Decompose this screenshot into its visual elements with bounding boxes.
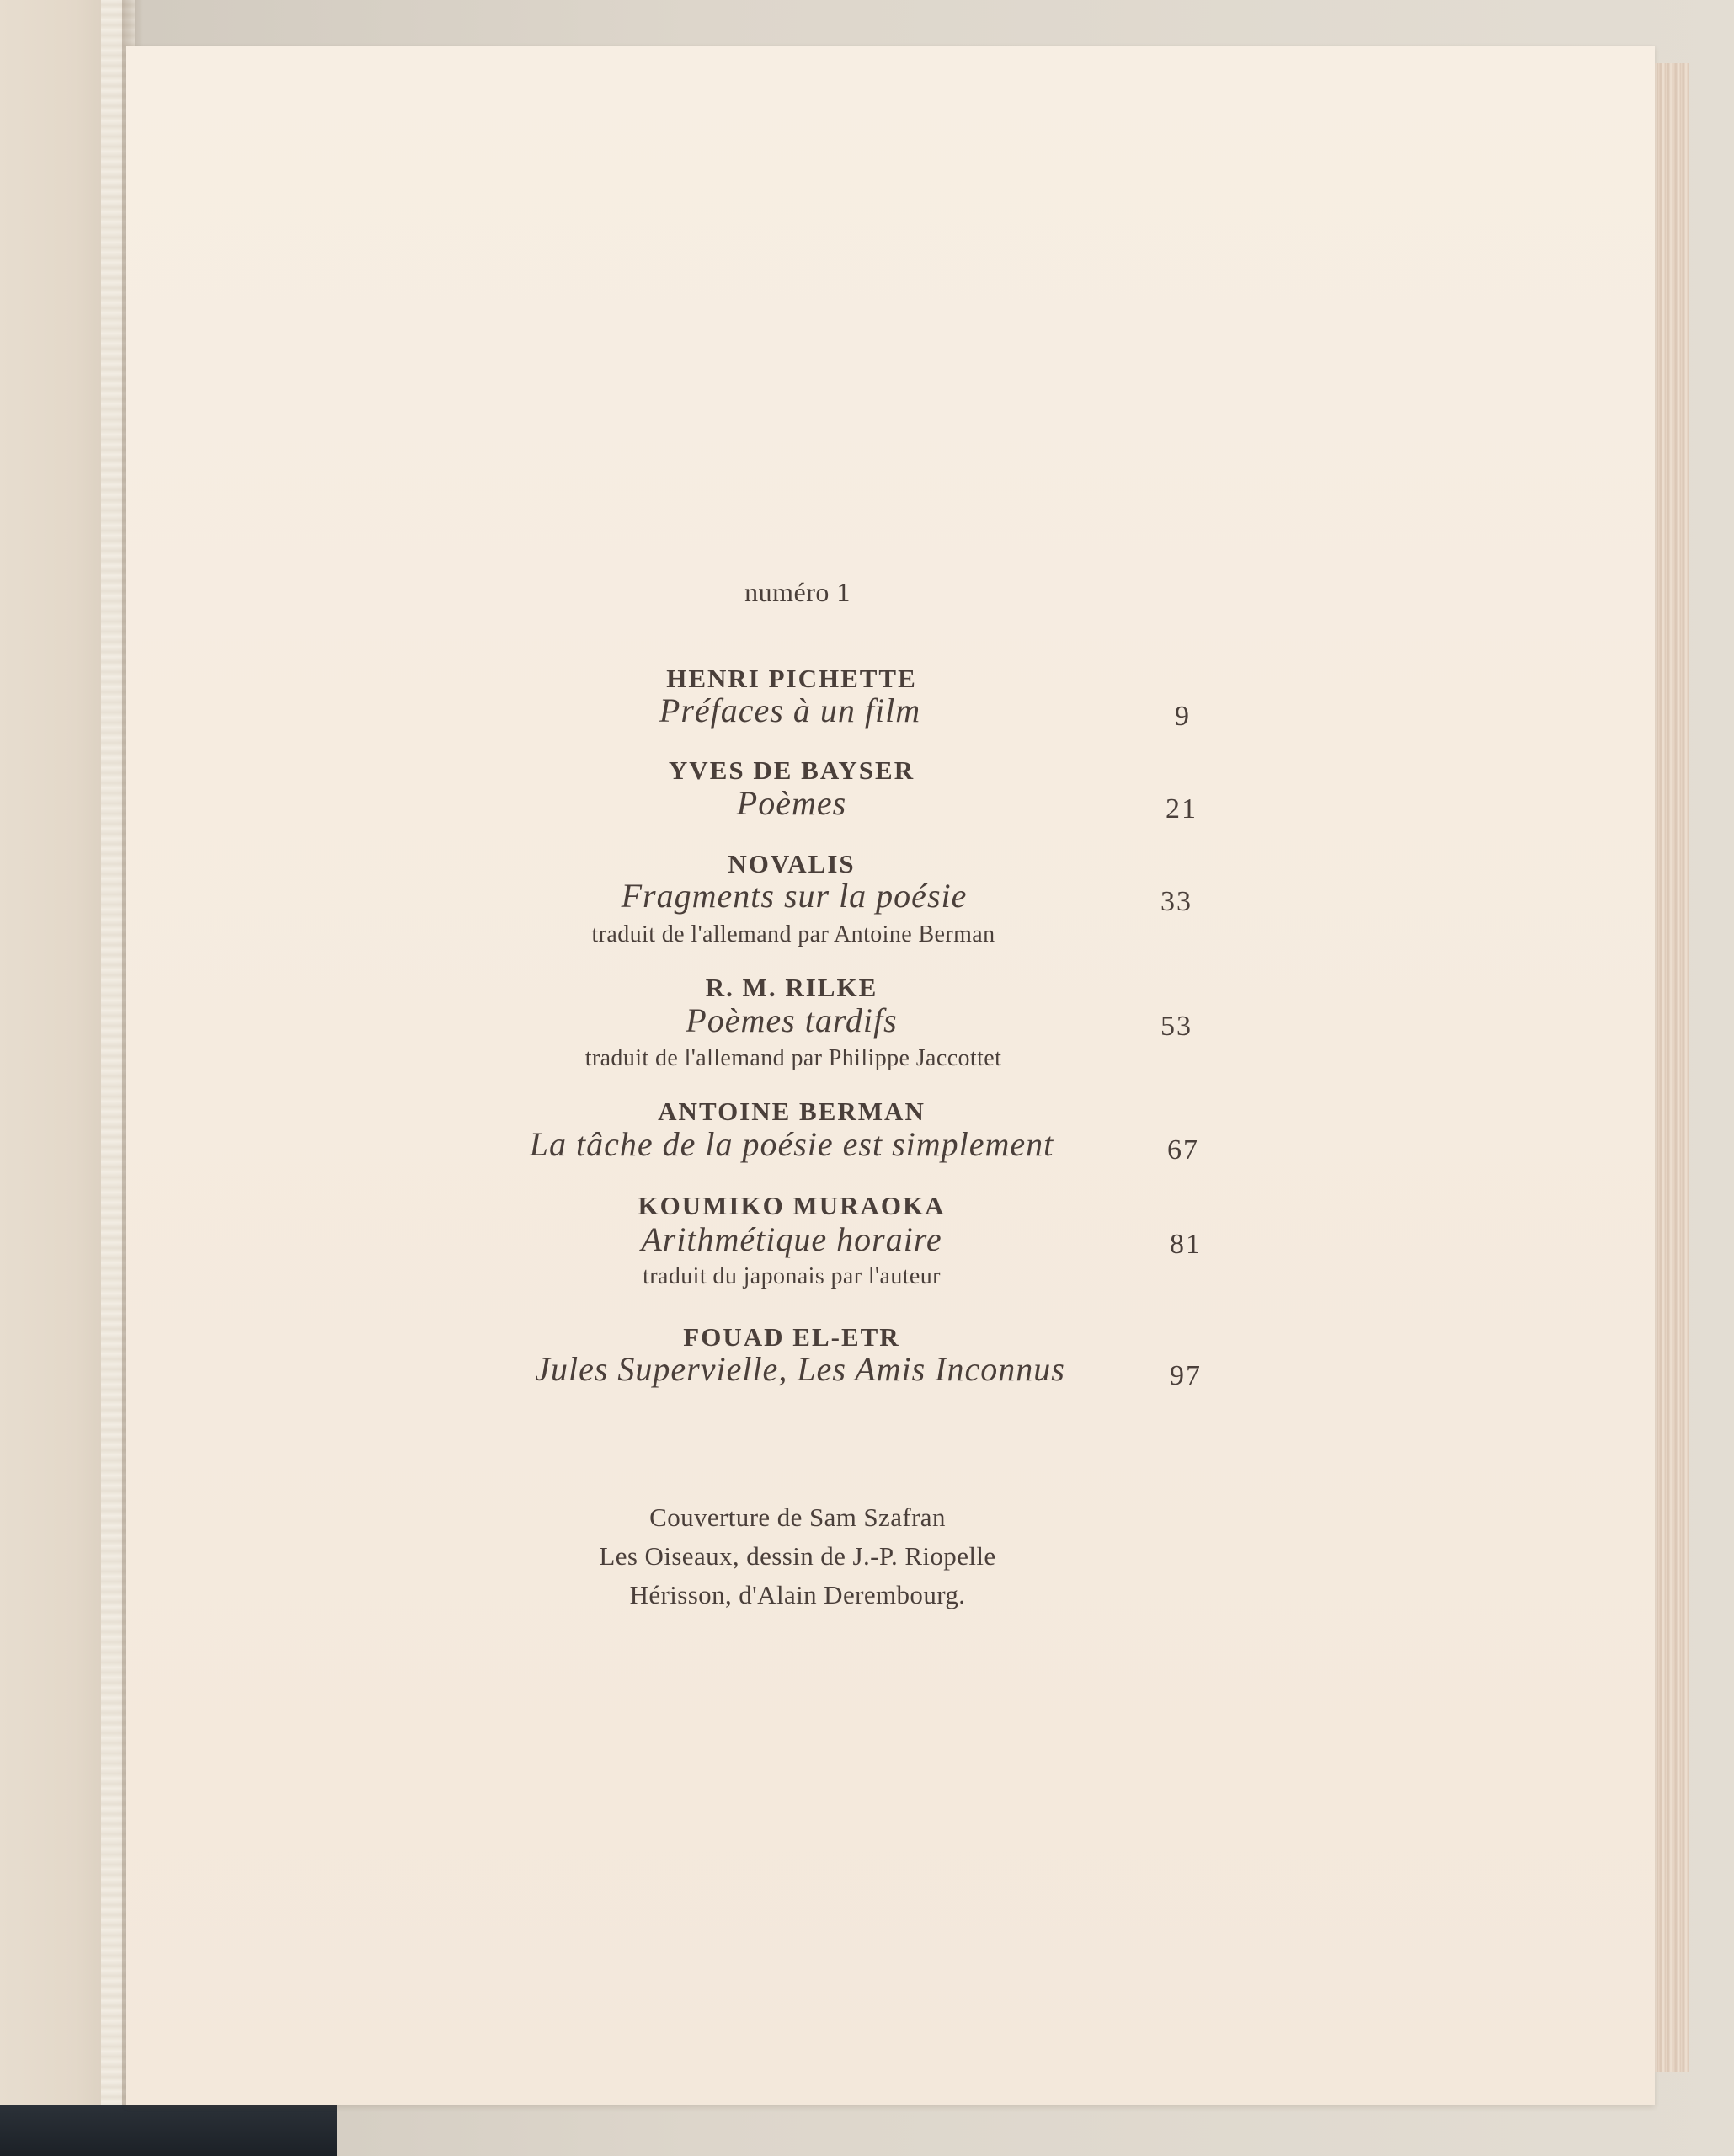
toc-page-number: 33 bbox=[1160, 886, 1192, 917]
toc-page-number: 21 bbox=[1166, 793, 1198, 825]
toc-author: HENRI PICHETTE bbox=[666, 664, 917, 693]
toc-page-number: 9 bbox=[1175, 701, 1191, 732]
toc-title: La tâche de la poésie est simplement bbox=[529, 1125, 1054, 1163]
toc-title: Fragments sur la poésie bbox=[621, 877, 968, 915]
toc-title: Poèmes tardifs bbox=[686, 1001, 898, 1039]
toc-author: ANTOINE BERMAN bbox=[658, 1097, 926, 1126]
toc-title: Poèmes bbox=[736, 784, 847, 822]
toc-translator: traduit du japonais par l'auteur bbox=[643, 1263, 941, 1289]
illustration-credit: Hérisson, d'Alain Derembourg. bbox=[629, 1580, 966, 1609]
toc-author: FOUAD EL-ETR bbox=[683, 1322, 900, 1352]
toc-page-number: 81 bbox=[1170, 1229, 1202, 1260]
illustration-credit: Les Oiseaux, dessin de J.-P. Riopelle bbox=[599, 1541, 996, 1571]
toc-author: R. M. RILKE bbox=[705, 973, 878, 1002]
toc-translator: traduit de l'allemand par Philippe Jaccottet bbox=[584, 1045, 1002, 1071]
issue-number: numéro 1 bbox=[744, 577, 851, 607]
toc-title: Jules Supervielle, Les Amis Inconnus bbox=[535, 1350, 1065, 1388]
toc-author: KOUMIKO MURAOKA bbox=[638, 1191, 946, 1220]
toc-author: NOVALIS bbox=[728, 849, 856, 878]
toc-page-number: 53 bbox=[1160, 1011, 1192, 1042]
toc-title: Arithmétique horaire bbox=[641, 1220, 942, 1258]
toc-page-number: 67 bbox=[1167, 1134, 1199, 1166]
toc-title: Préfaces à un film bbox=[659, 691, 921, 729]
toc-translator: traduit de l'allemand par Antoine Berman bbox=[591, 921, 995, 947]
cover-credit: Couverture de Sam Szafran bbox=[649, 1502, 946, 1532]
toc-page-number: 97 bbox=[1170, 1360, 1202, 1391]
toc-author: YVES DE BAYSER bbox=[668, 755, 915, 785]
